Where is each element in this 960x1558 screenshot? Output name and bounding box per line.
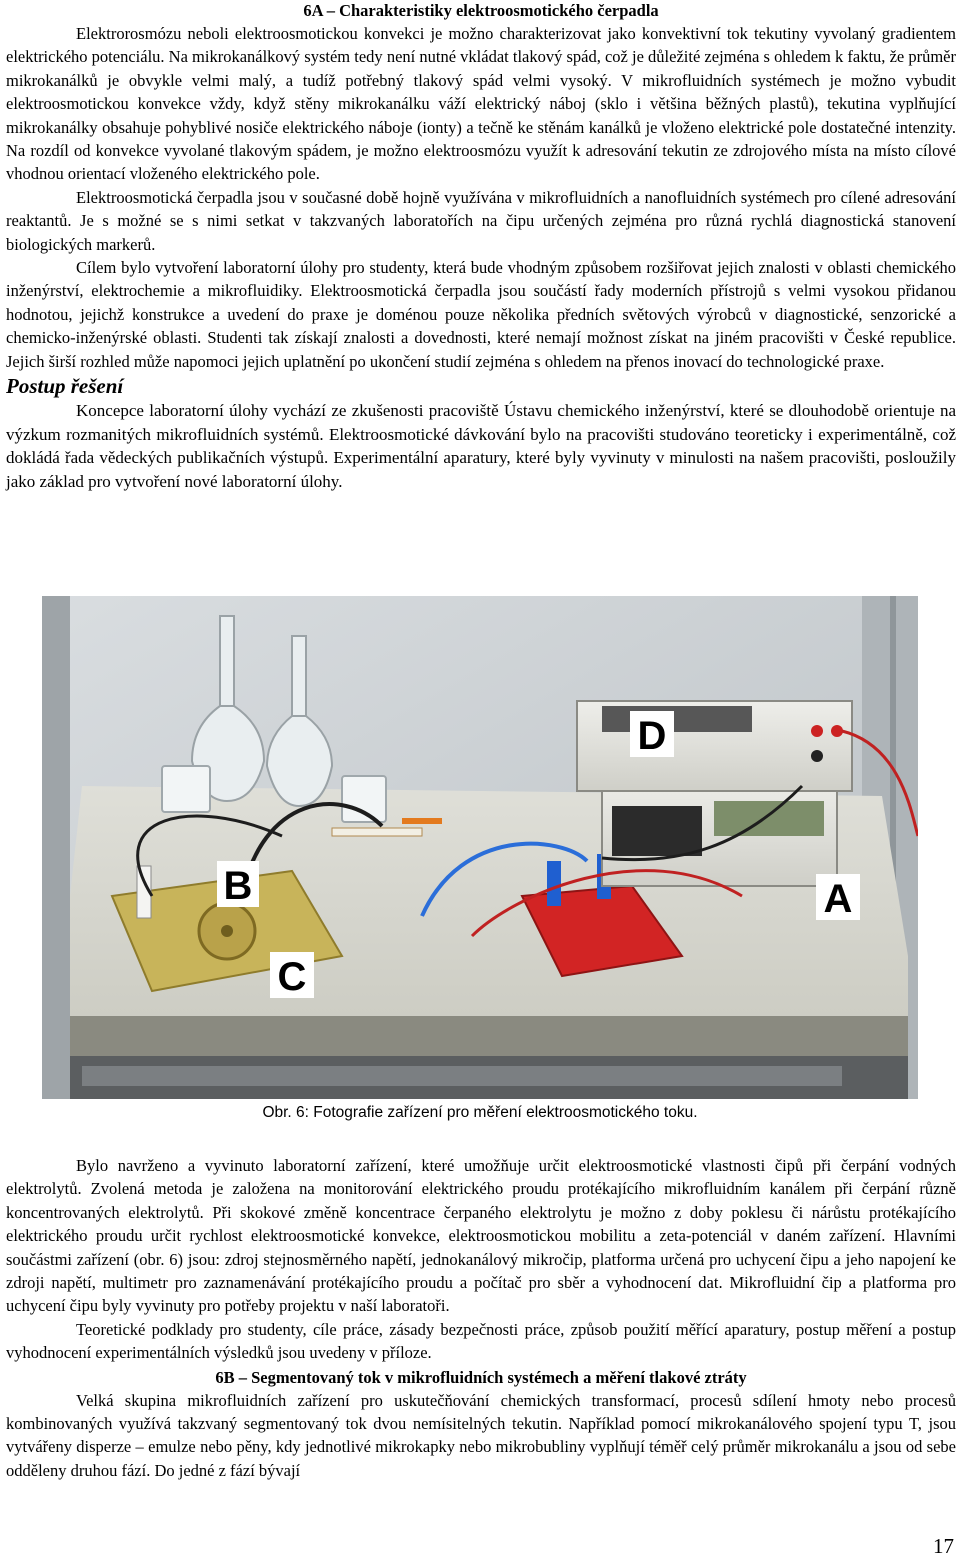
paragraph: Cílem bylo vytvoření laboratorní úlohy pro studenty, která bude vhodným způsobem rozšiřovat jejich znalosti v oblasti chemického inženýrství, elektrochemie a mikrofluidiky. Elektroosmotická čerpadla jsou součástí řady moderních přístrojů s velmi vysokou přidanou hodnotou, jejichž konstrukce a uvedení do praxe je doménou pouze několika předních světových výrobců v diagnostické, senzorické a chemicko-inženýrské oblasti. Studenti tak získají znalosti a dovednosti, které nemají možnost získat na jiném pracovišti v České republice. Jejich širší rozhled může napomoci jejich uplatnění po ukončení studií zejména s ohledem na přenos inovací do technologické praxe. [6, 258, 956, 371]
label-d: D [637, 714, 667, 758]
paragraph: Bylo navrženo a vyvinuto laboratorní zařízení, které umožňuje určit elektroosmotické vlastnosti čipů při čerpání vodných elektrolytů. Zvolená metoda je založena na monitorování elektrického proudu protékajícího mikrofluidním kanálem při čerpání různě koncentrovaných elektrolytů. Při skokové změně koncentrace čerpaného elektrolytu je možno z doby poklesu či nárůstu protékajícího elektrického proudu určit rychlost elektroosmotické konvekce, elektroosmotickou mobilitu a zeta-potenciál v daném zařízení. Hlavními součástmi zařízení (obr. 6) jsou: zdroj stejnosměrného napětí, jednokanálový mikročip, platforma určená pro uchycení čipu a jeho napojení ke zdroji napětí, multimetr pro zaznamenávání protékajícího proudu a počítač pro sběr a vyhodnocení dat. Mikrofluidní čip a platforma pro uchycení čipu byly vyvinuty pro potřeby projektu v naší laboratoři. [6, 1156, 956, 1316]
figure-photo [42, 596, 918, 1099]
label-a: A [823, 877, 853, 921]
paragraph: Velká skupina mikrofluidních zařízení pro uskutečňování chemických transformací, procesů sdílení hmoty nebo procesů kombinovaných využívá takzvaný segmentovaný tok dvou nemísitelných tekutin. Například pomocí mikrokanálového spojení typu T, jsou vytvářeny disperze – emulze nebo pěny, kdy jednotlivé mikrokapky nebo mikrobubliny vyplňují téměř celý průměr mikrokanálu a jsou od sebe odděleny druhou fází. Do jedné z fází bývají [6, 1390, 956, 1480]
section-6a-heading: 6A – Charakteristiky elektroosmotického čerpadla [303, 1, 659, 20]
paragraph: Elektroosmotická čerpadla jsou v současné době hojně využívána v mikrofluidních a nanofluidních systémech pro cílené adresování reaktantů. Je s možné se s nimi setkat v takzvaných laboratořích na čipu určených zejména pro různá rychlá diagnostická stanovení biologických markerů. [6, 187, 956, 254]
paragraph: Elektrorosmózu neboli elektroosmotickou konvekci je možno charakterizovat jako konvektivní tok tekutiny vyvolaný gradientem elektrického potenciálu. Na mikrokanálkový systém tedy není nutné vkládat tlakový spád, což je důležité zejména s ohledem k faktu, že průměr mikrokanálků je obvykle velmi malý, a tudíž potřebný tlakový spád velmi vysoký. V mikrofluidních systémech je možno vybudit elektroosmotickou konvekce vždy, když stěny mikrokanálku váží elektrický náboj (sklo i většina běžných plastů), tekutina vyplňující mikrokanálky obsahuje pohyblivé nosiče elektrického náboje (ionty) a tečně ke stěnám kanálků je vloženo elektrické pole dostatečné intenzity. Na rozdíl od konvekce vyvolané tlakovým spádem, je možno elektroosmózu využít k adresování tekutin ze zdrojového místa na místo cílové vhodnou orientací vloženého elektrického pole. [6, 24, 956, 184]
label-b: B [223, 864, 253, 908]
paragraph: Koncepce laboratorní úlohy vychází ze zkušenosti pracoviště Ústavu chemického inženýrství, které se dlouhodobě orientuje na výzkum rozmanitých mikrofluidních systémů. Elektroosmotické dávkování bylo na pracovišti studováno teoreticky i experimentálně, což dokládá řada vědeckých publikačních výstupů. Experimentální aparatury, které byly vyvinuty v minulosti na našem pracovišti, posloužily jako základ pro vytvoření nové laboratorní úlohy. [6, 401, 956, 491]
page-top [6, 0, 956, 493]
section-6b-heading: 6B – Segmentovaný tok v mikrofluidních systémech a měření tlakové ztráty [215, 1367, 747, 1387]
section-title-postup: Postup řešení [6, 374, 124, 399]
apparatus-photo [42, 596, 918, 1099]
paragraph: Teoretické podklady pro studenty, cíle práce, zásady bezpečnosti práce, způsob použití měřící aparatury, postup měření a postup vyhodnocení experimentálních výsledků jsou uvedeny v příloze. [6, 1319, 956, 1363]
figure-caption: Obr. 6: Fotografie zařízení pro měření elektroosmotického toku. [262, 1104, 698, 1121]
label-c: C [277, 955, 307, 999]
page-bottom [6, 1154, 956, 1482]
page-number: 17 [933, 1534, 954, 1558]
